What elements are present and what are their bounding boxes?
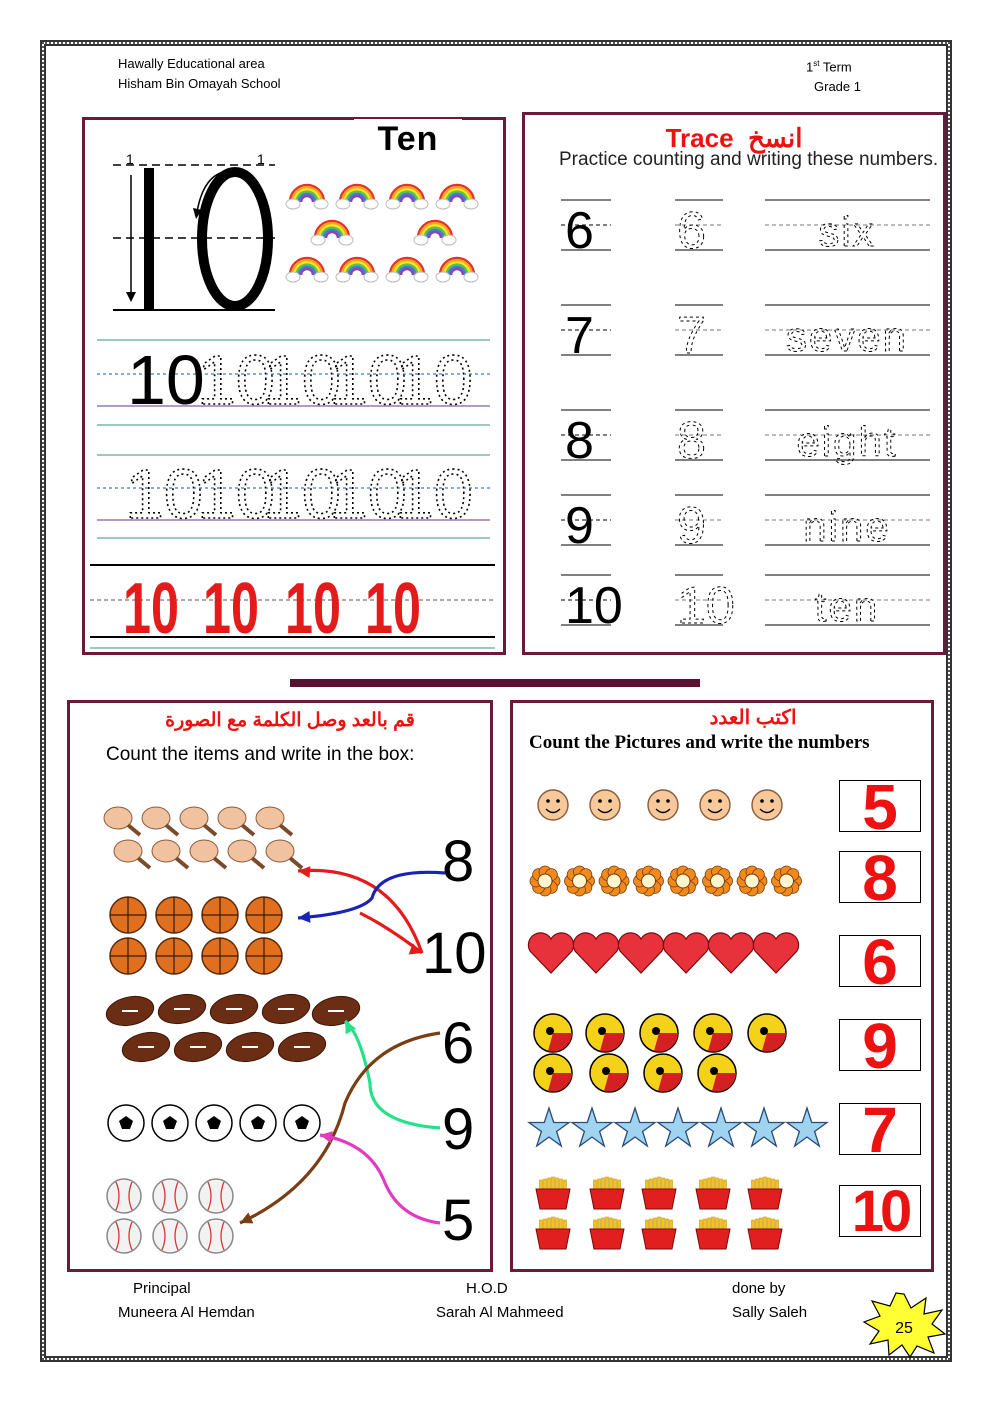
- trace-word-dotted: eight: [796, 418, 898, 465]
- soccer-balls-group: [108, 1105, 320, 1141]
- star-icon: [572, 1108, 612, 1146]
- baseball-icon: [107, 1219, 141, 1253]
- panel-trace: [522, 112, 946, 655]
- beach-ball-row: [534, 1014, 786, 1092]
- heart-icon: [753, 933, 798, 973]
- fries-icon: [536, 1229, 570, 1249]
- rainbow-icon: [336, 258, 378, 282]
- flower-icon: [538, 874, 552, 888]
- stroke-number-one: 1: [126, 151, 134, 167]
- trace-digit-solid: 10: [565, 577, 623, 635]
- trace-digit-dotted: 7: [677, 307, 706, 365]
- trace-digit-solid: 9: [565, 497, 594, 555]
- header-left: [118, 54, 281, 94]
- trace-title: Trace انسخ: [665, 123, 803, 153]
- practice-number-solid: 10: [127, 341, 205, 419]
- flower-row: [530, 866, 802, 896]
- dotted-ten: 10: [197, 455, 275, 533]
- star-icon: [787, 1108, 827, 1146]
- star-row: [529, 1108, 827, 1146]
- footballs-group: [104, 990, 363, 1065]
- trace-digit-solid: 7: [565, 307, 594, 365]
- stroke-number-zero: 1: [257, 151, 265, 167]
- answer-box-2: 8: [839, 851, 921, 903]
- big-zero: [202, 172, 268, 306]
- match-number-9: 9: [442, 1097, 475, 1162]
- match-subtitle: Count the items and write in the box:: [106, 744, 415, 765]
- arrow-blue: [298, 872, 445, 918]
- rainbow-icon: [386, 185, 428, 209]
- flower-icon: [573, 874, 587, 888]
- flower-icon: [607, 874, 621, 888]
- fries-icon: [642, 1229, 676, 1249]
- principal-name: Muneera Al Hemdan: [118, 1304, 255, 1321]
- heart-icon: [573, 933, 618, 973]
- arrow-pink: [320, 1135, 440, 1223]
- trace-digit-solid: 6: [565, 202, 594, 260]
- fries-icon: [748, 1229, 782, 1249]
- term-label: 1st Term: [806, 59, 852, 75]
- fries-icon: [536, 1189, 570, 1209]
- big-one: [144, 168, 154, 310]
- page-number: 25: [895, 1320, 913, 1337]
- dotted-ten: 10: [329, 455, 407, 533]
- trace-word-dotted: ten: [814, 583, 880, 630]
- panel-ten: [82, 117, 506, 655]
- trace-subtitle: Practice counting and writing these numbers.: [559, 149, 939, 170]
- rainbow-icon: [386, 258, 428, 282]
- trace-rows-svg: [525, 115, 943, 652]
- dotted-ten: 10: [395, 455, 473, 533]
- heart-row: [528, 933, 798, 973]
- flower-icon: [711, 874, 725, 888]
- smiley-icon: [538, 790, 568, 820]
- done-by-name: Sally Saleh: [732, 1304, 808, 1321]
- rainbow-icon: [336, 185, 378, 209]
- answer-box-3: 6: [839, 935, 921, 987]
- ten-title: Ten: [354, 119, 462, 159]
- grade-label: Grade 1: [814, 79, 861, 95]
- flower-icon: [676, 874, 690, 888]
- rainbow-icon: [311, 221, 353, 245]
- fries-icon: [642, 1189, 676, 1209]
- star-icon: [658, 1108, 698, 1146]
- smiley-icon: [648, 790, 678, 820]
- match-number-10: 10: [422, 921, 487, 986]
- basketballs-group: [110, 897, 282, 974]
- arrow-blue-head: [297, 911, 310, 924]
- trace-word-dotted: six: [818, 208, 876, 255]
- answer-box-5: 7: [839, 1103, 921, 1155]
- trace-row-eight: [561, 410, 930, 470]
- trace-row-nine: [561, 495, 930, 555]
- baseball-icon: [199, 1219, 233, 1253]
- school-name: Hisham Bin Omayah School: [118, 76, 281, 91]
- arrow-brown-head: [237, 1212, 253, 1228]
- flower-icon: [642, 874, 656, 888]
- area-name: Hawally Educational area: [118, 56, 265, 71]
- smiley-icon: [590, 790, 620, 820]
- fries-icon: [590, 1189, 624, 1209]
- flower-icon: [745, 874, 759, 888]
- trace-row-seven: [561, 305, 930, 365]
- fries-icon: [748, 1189, 782, 1209]
- dotted-ten: 10: [263, 455, 341, 533]
- trace-digit-dotted: 9: [677, 497, 706, 555]
- baseball-icon: [153, 1219, 187, 1253]
- rainbow-icon: [286, 185, 328, 209]
- trace-row-six: [561, 200, 930, 260]
- star-icon: [701, 1108, 741, 1146]
- red-ten-2: 10: [203, 569, 259, 649]
- heart-icon: [663, 933, 708, 973]
- trace-digit-dotted: 10: [677, 577, 735, 635]
- trace-word-dotted: seven: [785, 313, 909, 360]
- paddles-group: [104, 807, 302, 868]
- trace-digit-dotted: 8: [677, 412, 706, 470]
- panel-match: [67, 700, 493, 1272]
- hod-name: Sarah Al Mahmeed: [436, 1304, 564, 1321]
- smiley-icon: [700, 790, 730, 820]
- match-number-5: 5: [442, 1188, 475, 1253]
- principal-label: Principal: [133, 1280, 191, 1297]
- answer-box-6: 10: [839, 1185, 921, 1237]
- section-divider: [290, 679, 700, 687]
- trace-word-dotted: nine: [803, 503, 891, 550]
- done-by-label: done by: [732, 1280, 786, 1297]
- rainbow-icon: [436, 258, 478, 282]
- baseball-icon: [107, 1179, 141, 1213]
- dotted-ten: 10: [197, 341, 275, 419]
- rainbow-icon: [414, 221, 456, 245]
- smiley-row: [538, 790, 782, 820]
- answer-box-1: 5: [839, 780, 921, 832]
- hod-label: H.O.D: [466, 1280, 508, 1297]
- heart-icon: [528, 933, 573, 973]
- red-ten-4: 10: [365, 569, 421, 649]
- dotted-ten: 10: [395, 341, 473, 419]
- trace-digit-solid: 8: [565, 412, 594, 470]
- match-number-8: 8: [442, 829, 475, 894]
- baseball-icon: [153, 1179, 187, 1213]
- smiley-icon: [752, 790, 782, 820]
- dotted-ten: 10: [263, 341, 341, 419]
- trace-row-ten: [561, 575, 930, 635]
- fries-icon: [590, 1229, 624, 1249]
- baseball-icon: [199, 1179, 233, 1213]
- dotted-ten: 10: [329, 341, 407, 419]
- star-icon: [529, 1108, 569, 1146]
- fries-icon: [696, 1229, 730, 1249]
- panel-count: [510, 700, 934, 1272]
- rainbow-group: [286, 185, 478, 282]
- rainbow-icon: [436, 185, 478, 209]
- red-ten-1: 10: [123, 569, 179, 649]
- red-ten-3: 10: [285, 569, 341, 649]
- count-subtitle: Count the Pictures and write the numbers: [529, 732, 870, 753]
- match-number-6: 6: [442, 1011, 475, 1076]
- heart-icon: [708, 933, 753, 973]
- trace-digit-dotted: 6: [677, 202, 706, 260]
- fries-row: [536, 1177, 782, 1249]
- count-title-ar: اكتب العدد: [709, 707, 797, 729]
- star-icon: [615, 1108, 655, 1146]
- heart-icon: [618, 933, 663, 973]
- page-number-badge: [862, 1292, 946, 1358]
- ten-writing-svg: [85, 120, 503, 652]
- rainbow-icon: [286, 258, 328, 282]
- baseballs-group: [107, 1179, 233, 1253]
- match-title-ar: قم بالعد وصل الكلمة مع الصورة: [165, 710, 415, 731]
- answer-box-4: 9: [839, 1019, 921, 1071]
- star-icon: [744, 1108, 784, 1146]
- dotted-ten: 10: [125, 455, 203, 533]
- flower-icon: [780, 874, 794, 888]
- match-svg: [70, 703, 490, 1269]
- fries-icon: [696, 1189, 730, 1209]
- header-right: [806, 54, 861, 97]
